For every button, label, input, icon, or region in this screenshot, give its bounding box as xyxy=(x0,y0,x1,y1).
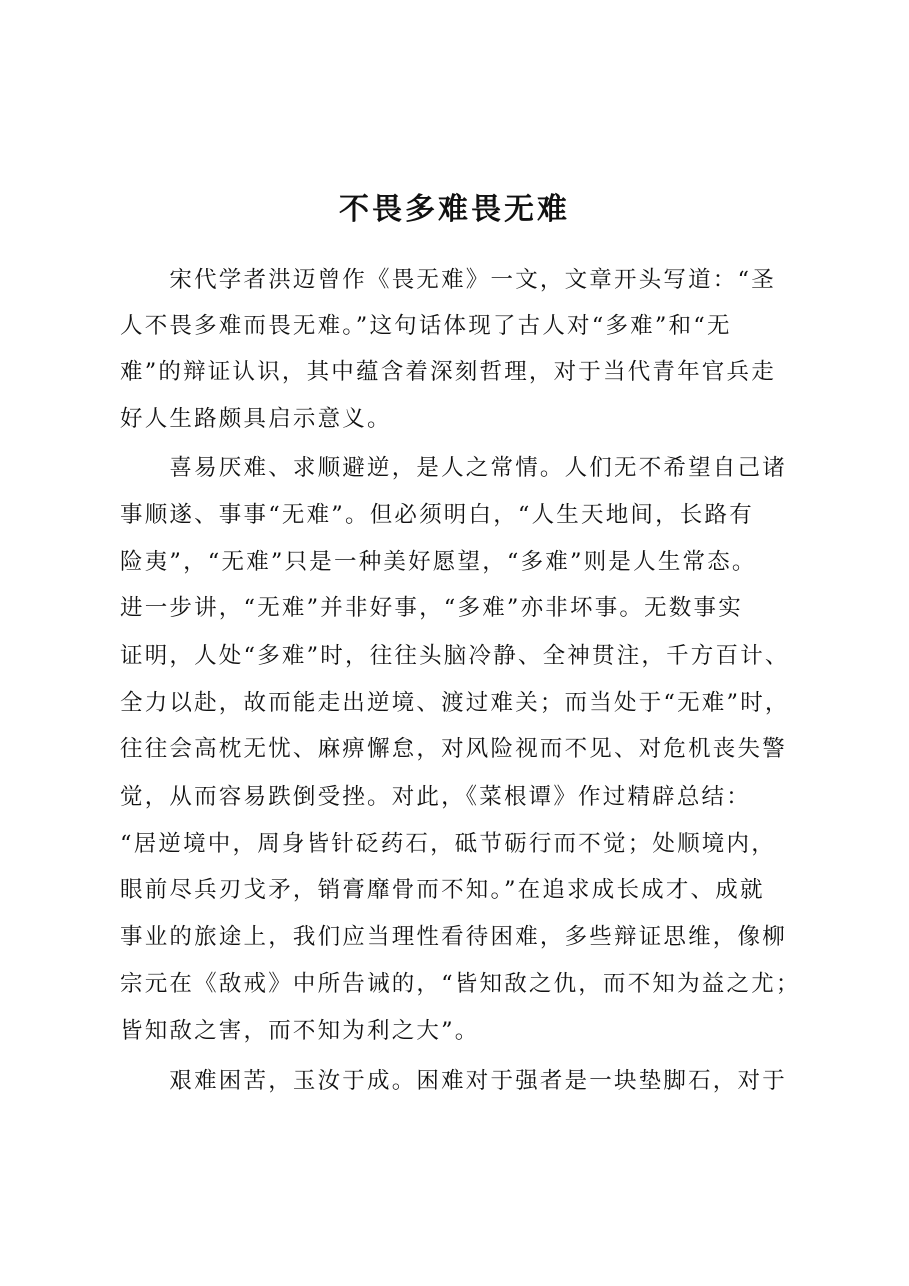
text-line-14: 眼前尽兵刃戈矛，销膏靡骨而不知。”在追求成长成才、成就 xyxy=(120,877,765,903)
document-title: 不畏多难畏无难 xyxy=(339,192,570,227)
text-line-10: 全力以赴，故而能走出逆境、渡过难关；而当处于“无难”时， xyxy=(120,690,790,716)
text-line-15: 事业的旅途上，我们应当理性看待困难，多些辩证思维，像柳 xyxy=(120,924,787,950)
text-line-7: 险夷”，“无难”只是一种美好愿望，“多难”则是人生常态。 xyxy=(120,549,757,575)
text-line-12: 觉，从而容易跌倒受挫。对此，《菜根谭》作过精辟总结： xyxy=(120,784,751,810)
text-line-17: 皆知敌之害，而不知为利之大”。 xyxy=(120,1018,480,1044)
text-line-3: 难”的辩证认识，其中蕴含着深刻哲理，对于当代青年官兵走 xyxy=(120,359,776,385)
text-line-4: 好人生路颇具启示意义。 xyxy=(120,406,392,432)
text-line-6: 事顺遂、事事“无难”。但必须明白，“人生天地间，长路有 xyxy=(120,502,754,528)
text-line-2: 人不畏多难而畏无难。”这句话体现了古人对“多难”和“无 xyxy=(120,313,732,339)
text-line-8: 进一步讲，“无难”并非好事，“多难”亦非坏事。无数事实 xyxy=(120,595,743,621)
text-line-18: 艰难困苦，玉汝于成。困难对于强者是一块垫脚石，对于 xyxy=(120,1068,787,1094)
text-line-9: 证明，人处“多难”时，往往头脑冷静、全神贯注，千方百计、 xyxy=(120,643,790,669)
text-line-1: 宋代学者洪迈曾作《畏无难》一文，文章开头写道：“圣 xyxy=(120,267,776,293)
text-line-11: 往往会高枕无忧、麻痹懈怠，对风险视而不见、对危机丧失警 xyxy=(120,736,787,762)
text-line-16: 宗元在《敌戒》中所告诫的，“皆知敌之仇，而不知为益之尤； xyxy=(120,971,801,997)
text-line-13: “居逆境中，周身皆针砭药石，砥节砺行而不觉；处顺境内， xyxy=(120,831,776,857)
text-line-5: 喜易厌难、求顺避逆，是人之常情。人们无不希望自己诸 xyxy=(120,455,787,481)
